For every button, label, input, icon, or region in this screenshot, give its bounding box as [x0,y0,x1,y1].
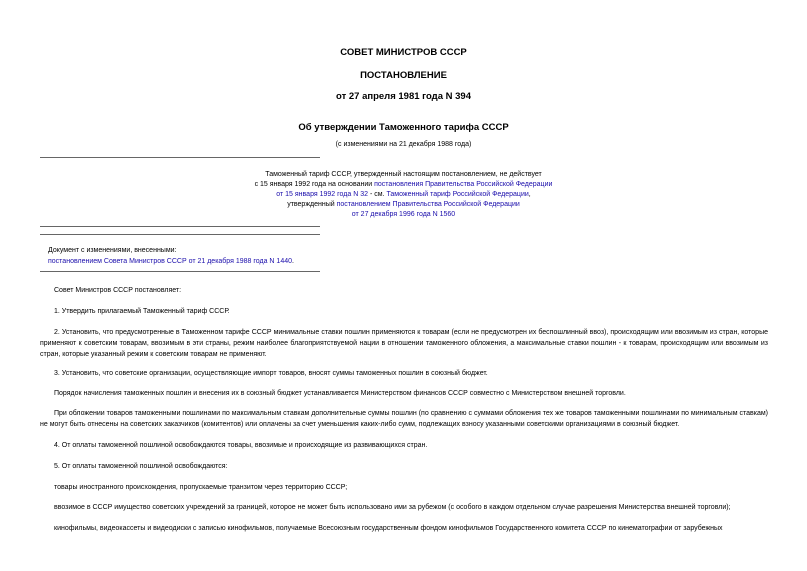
divider [40,271,320,272]
paragraph: 3. Установить, что советские организации, осуществляющие импорт товаров, вносят суммы таможенных пошлин в союзный бюджет. [54,370,488,377]
paragraph: Порядок начисления таможенных пошлин и внесения их в союзный бюджет устанавливается Министерством финансов СССР совместно с Министерством внешней торговли. [54,390,626,397]
decree-link[interactable]: постановления Правительства Российской Федерации [374,181,553,188]
amendment-label: Документ с изменениями, внесенными: [48,247,177,254]
notice-text: , [528,191,531,198]
notice-line [0,180,807,190]
amendment-line [48,256,294,267]
paragraph: товары иностранного происхождения, пропускаемые транзитом через территорию СССР; [54,484,348,491]
decree-date-link-2[interactable]: от 27 декабря 1996 года N 1560 [351,211,456,218]
doc-type-heading: ПОСТАНОВЛЕНИЕ [360,70,447,81]
paragraph: 4. От оплаты таможенной пошлиной освобождаются товары, ввозимые и происходящие из развивающихся стран. [54,442,428,449]
notice-line: Таможенный тариф СССР, утвержденный настоящим постановлением, не действует [265,171,542,178]
paragraph: ввозимое в СССР имущество советских учреждений за границей, которое не может быть использовано ими за рубежом (с особого в каждом отдельном случае разрешения Министерства внешней торговли); [54,504,731,511]
amendment-block [48,245,294,267]
notice-line [0,190,807,200]
decree-link-2[interactable]: постановлением Правительства Российской Федерации [336,201,520,208]
paragraph: 2. Установить, что предусмотренные в Таможенном тарифе СССР минимальные ставки пошлин применяются к товарам (если не предусмотрен их беспошлинный ввоз), происходящим или ввозимым из стран, которые применяют к советским товарам, ввозимым в эти страны, режим наиболее благоприятствуемой нации в отношении таможенного обложения, а максимальные ставки пошлин - к товарам, происходящим или ввозимым из стран, которые указанный режим к советским товарам не применяют. [40,329,768,358]
divider [40,226,320,227]
notice-text: - см. [368,191,387,198]
paragraph: При обложении товаров таможенными пошлинами по максимальным ставкам дополнительные суммы пошлин (по сравнению с суммами обложения тех же товаров таможенными пошлинами по минимальным ставкам) не могут быть отнесены на советских заказчиков (комитентов) или оплачены за счет уменьшения каких-либо сумм, подлежащих взносу указанными советскими организациями в союзный бюджет. [40,410,768,428]
divider [40,157,320,158]
doc-title: Об утверждении Таможенного тарифа СССР [298,122,509,133]
decree-date-link[interactable]: от 15 января 1992 года N 32 [276,191,368,198]
notice-text: с 15 января 1992 года на основании [254,181,375,188]
changes-note: (с изменениями на 21 декабря 1988 года) [335,141,472,148]
divider [40,234,320,235]
paragraph: 1. Утвердить прилагаемый Таможенный тариф СССР. [54,308,230,315]
tariff-link[interactable]: Таможенный тариф Российской Федерации [386,191,529,198]
paragraph: Совет Министров СССР постановляет: [54,287,182,294]
amendment-text: . [292,258,294,265]
paragraph: 5. От оплаты таможенной пошлиной освобождаются: [54,463,228,470]
validity-notice [0,170,807,220]
paragraph: кинофильмы, видеокассеты и видеодиски с записью кинофильмов, получаемые Всесоюзным государственным фондом кинофильмов Государственного комитета СССР по кинематографии от зарубежных [54,525,723,532]
notice-line [0,200,807,210]
amendment-link[interactable]: постановлением Совета Министров СССР от 21 декабря 1988 года N 1440 [48,258,293,265]
notice-text: утвержденный [287,201,337,208]
org-heading: СОВЕТ МИНИСТРОВ СССР [340,47,467,58]
notice-line [0,210,807,220]
doc-date-heading: от 27 апреля 1981 года N 394 [336,91,471,102]
